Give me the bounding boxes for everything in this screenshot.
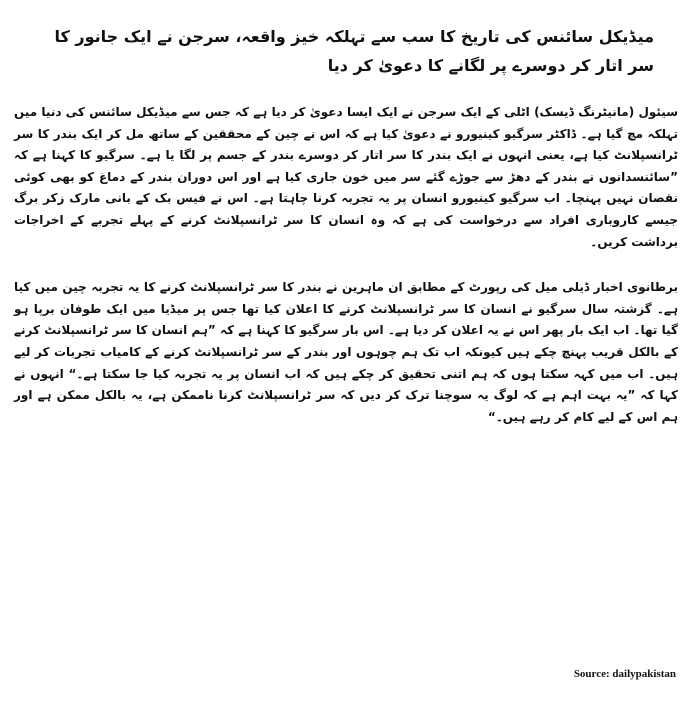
article-paragraph-2: برطانوی اخبار ڈیلی میل کی رپورٹ کے مطابق ان ماہرین نے بندر کا سر ٹرانسپلانٹ کرنے کا یہ تجربہ چین میں کیا ہے۔ گزشتہ سال سرگیو نے انسان کا سر ٹرانسپلانٹ کرنے کا اعلان کیا تھا جس پر میڈیا میں ایک طوفان برپا ہو گیا تھا۔ اب ایک بار پھر اس نے یہ اعلان کر دیا ہے۔ اس بار سرگیو کا کہنا ہے کہ ”ہم انسان کا سر ٹرانسپلانٹ کرنے کے بالکل قریب پہنچ چکے ہیں کیونکہ اب تک ہم چوہوں اور بندر کے سر ٹرانسپلانٹ کرنے کے کامیاب تجربات کر لیے ہیں۔ اب میں کہہ سکتا ہوں کہ ہم اتنی تحقیق کر چکے ہیں کہ اب انسان پر یہ تجربہ کیا جا سکتا ہے۔“ انہوں نے کہا کہ ”یہ بہت اہم ہے کہ لوگ یہ سوچنا ترک کر دیں کہ سر ٹرانسپلانٹ کرنا ناممکن ہے، یہ بالکل ممکن ہے اور ہم اس کے لیے کام کر رہے ہیں۔“ (14, 280, 678, 424)
article-paragraph-1: سیئول (مانیٹرنگ ڈیسک) اٹلی کے ایک سرجن نے ایک ایسا دعویٰ کر دیا ہے کہ جس سے میڈیکل سائنس کی دنیا میں تہلکہ مچ گیا ہے۔ ڈاکٹر سرگیو کینیورو نے دعویٰ کیا ہے کہ اس نے چین کے محققین کے ساتھ مل کر ایک بندر کا سر ٹرانسپلانٹ کیا ہے، یعنی انہوں نے ایک بندر کا سر اتار کر دوسرے بندر کے جسم پر لگا یا ہے۔ سرگیو کا کہنا ہے کہ ”سائنسدانوں نے بندر کے دھڑ سے جوڑے گئے سر میں خون جاری کیا ہے اور اس دوران بندر کے دماغ کو بھی کوئی نقصان نہیں پہنچا۔ اب سرگیو کینیورو انسان پر یہ تجربہ کرنا چاہتا ہے۔ اس نے فیس بک کے بانی مارک زکر برگ جیسے کاروباری افراد سے درخواست کی ہے کہ وہ انسان کا سر ٹرانسپلانٹ کرنے کے پہلے تجربے کے اخراجات برداشت کریں۔ (14, 105, 678, 249)
article-source: Source: dailypakistan (573, 668, 676, 680)
article-headline: میڈیکل سائنس کی تاریخ کا سب سے تہلکہ خیز واقعہ، سرجن نے ایک جانور کا سر اتار کر دوسرے پر لگانے کا دعویٰ کر دیا (54, 27, 654, 75)
